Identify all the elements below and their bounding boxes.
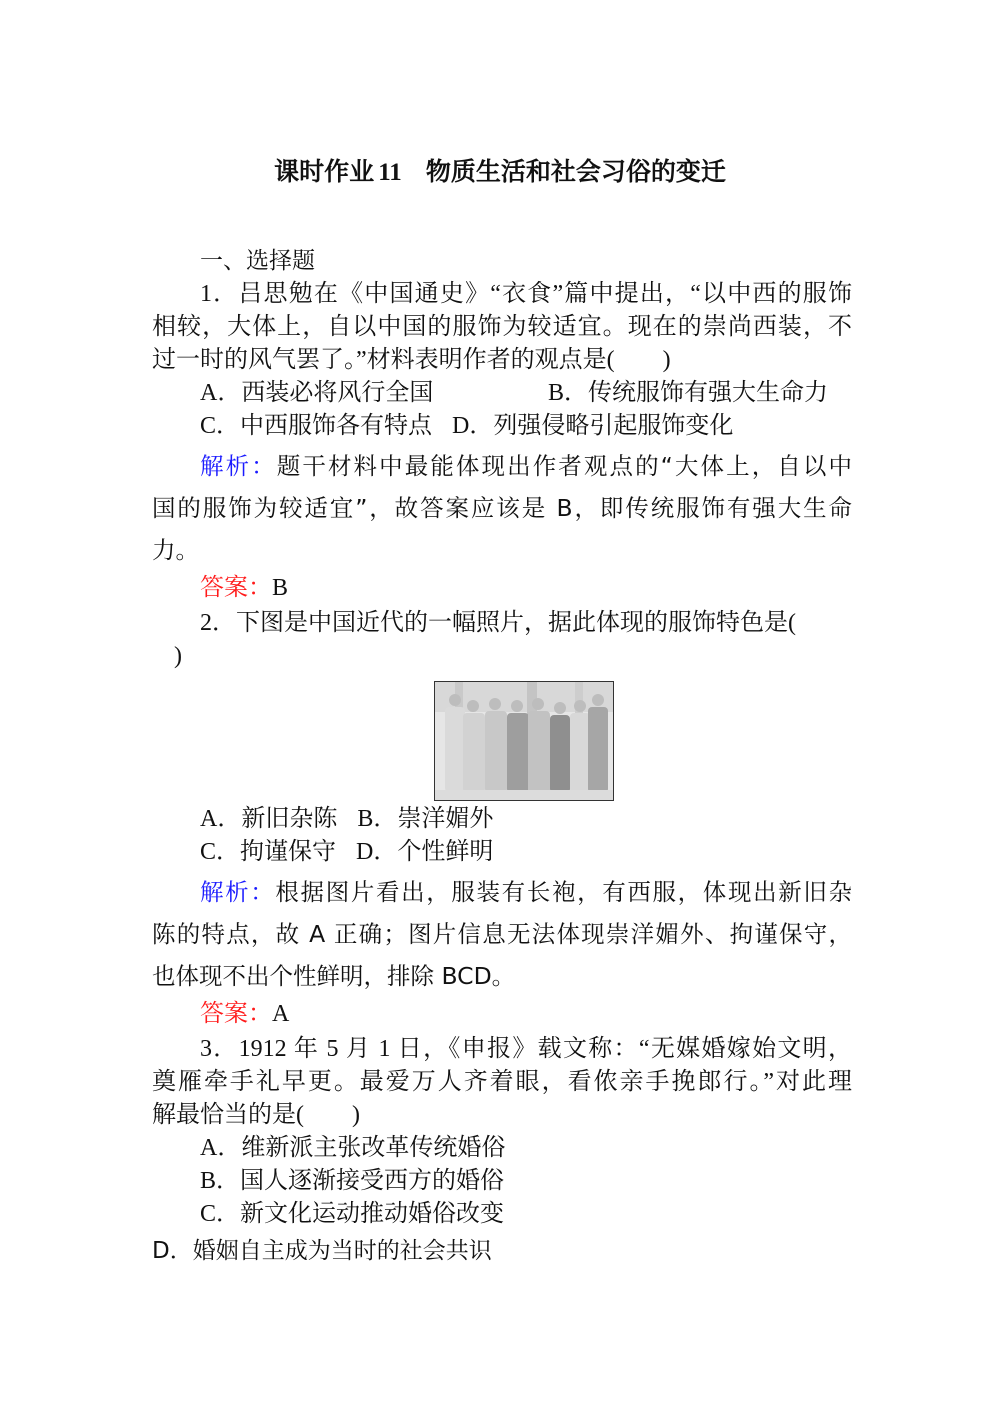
options-row	[152, 377, 852, 410]
analysis-line: 力。	[152, 536, 199, 564]
options-row	[152, 410, 852, 443]
question-1	[152, 278, 852, 607]
question-stem-line: 1．吕思勉在《中国通史》“衣食”篇中提出，“以中西的服饰	[200, 281, 852, 307]
answer-value: A	[272, 1001, 290, 1027]
question-3	[152, 1033, 852, 1268]
question-stem-line: 解最恰当的是( )	[152, 1102, 360, 1128]
analysis-block	[152, 871, 852, 997]
option-c: C．新文化运动推动婚俗改变	[200, 1201, 505, 1227]
section-heading: 一、选择题	[200, 248, 315, 274]
option-c: C．拘谨保守	[200, 839, 337, 865]
document-body	[152, 245, 852, 1268]
answer-label: 答案：	[200, 573, 272, 601]
analysis-line	[152, 871, 852, 913]
analysis-text: 题干材料中最能体现出作者观点的“大体上，自以中	[276, 452, 852, 480]
question-2	[152, 607, 852, 1033]
option-d: D．婚姻自主成为当时的社会共识	[152, 1238, 492, 1264]
title-main: 物质生活和社会习俗的变迁	[425, 157, 726, 186]
analysis-text: 根据图片看出，服装有长袍，有西服，体现出新旧杂	[275, 878, 853, 906]
group-photo-icon	[435, 682, 613, 800]
title-prefix: 课时作业	[274, 157, 375, 186]
option-a: A．西装必将风行全国	[200, 380, 434, 406]
question-stem-line: 3．1912 年 5 月 1 日，《申报》载文称：“无媒婚嫁始文明，	[200, 1036, 852, 1062]
option-b: B．崇洋媚外	[357, 806, 494, 832]
analysis-line	[152, 445, 852, 487]
option-b: B．传统服饰有强大生命力	[548, 380, 829, 406]
analysis-line: 也体现不出个性鲜明，排除 BCD。	[152, 962, 516, 990]
option-a: A．新旧杂陈	[200, 806, 338, 832]
option-b: B．国人逐渐接受西方的婚俗	[200, 1168, 505, 1194]
photo-container	[152, 673, 852, 803]
options-row	[152, 803, 852, 836]
answer-label: 答案：	[200, 999, 272, 1027]
option-d: D．个性鲜明	[356, 839, 494, 865]
analysis-label: 解析：	[200, 452, 277, 480]
question-stem-line: 奠雁牵手礼早更。最爱万人齐着眼，看侬亲手挽郎行。”对此理	[152, 1069, 852, 1095]
analysis-line: 陈的特点，故 A 正确；图片信息无法体现崇洋媚外、拘谨保守，	[152, 920, 852, 948]
title-number: 11	[378, 159, 402, 186]
analysis-block	[152, 445, 852, 571]
analysis-label: 解析：	[200, 878, 276, 906]
photo-image	[434, 681, 614, 801]
answer-line	[152, 997, 852, 1033]
question-stem-line: 过一时的风气罢了。”材料表明作者的观点是( )	[152, 347, 671, 373]
question-stem-line: 2．下图是中国近代的一幅照片，据此体现的服饰特色是(	[200, 610, 796, 636]
analysis-line: 国的服饰为较适宜”，故答案应该是 B，即传统服饰有强大生命	[152, 494, 852, 522]
question-stem-line: 相较，大体上，自以中国的服饰为较适宜。现在的崇尚西装，不	[152, 314, 852, 340]
answer-line	[152, 571, 852, 607]
options-row	[152, 836, 852, 869]
answer-value: B	[272, 575, 289, 601]
page-title	[0, 152, 1000, 188]
question-stem-line: )	[174, 643, 182, 669]
option-d: D．列强侵略引起服饰变化	[452, 413, 734, 439]
option-a: A．维新派主张改革传统婚俗	[200, 1135, 506, 1161]
option-c: C．中西服饰各有特点	[200, 413, 433, 439]
